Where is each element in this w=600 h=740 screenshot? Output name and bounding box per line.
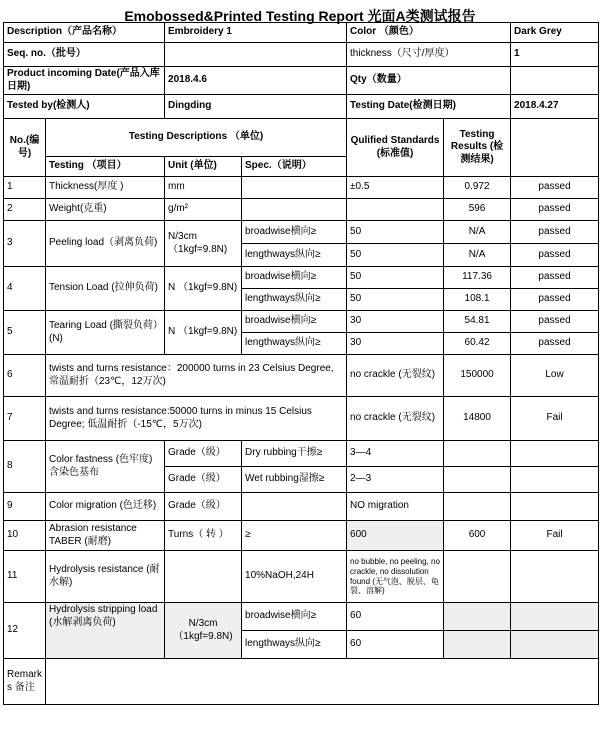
unit-cell: mm bbox=[165, 177, 242, 199]
row-number: 4 bbox=[4, 267, 46, 311]
unit-cell bbox=[165, 551, 242, 603]
row-number: 1 bbox=[4, 177, 46, 199]
test-item: Peeling load（剥离负荷) bbox=[46, 221, 165, 267]
standard-cell: 50 bbox=[347, 221, 444, 244]
result-cell bbox=[444, 493, 511, 521]
result-cell: 0.972 bbox=[444, 177, 511, 199]
test-item: Tension Load (拉伸负荷) bbox=[46, 267, 165, 311]
spec-cell: lengthways纵向≥ bbox=[242, 631, 347, 659]
standard-cell: no crackle (无裂纹) bbox=[347, 355, 444, 397]
spec-cell bbox=[242, 493, 347, 521]
result-cell bbox=[444, 441, 511, 467]
unit-cell: N （1kgf=9.8N) bbox=[165, 311, 242, 355]
seq-value bbox=[165, 43, 347, 67]
result-cell: 14800 bbox=[444, 397, 511, 441]
verdict-cell: Low bbox=[511, 355, 599, 397]
verdict-cell bbox=[511, 493, 599, 521]
table-row bbox=[4, 311, 599, 333]
remarks-label: Remarks 备注 bbox=[4, 659, 46, 705]
test-item: Weight(克重) bbox=[46, 199, 165, 221]
standard-cell: 50 bbox=[347, 289, 444, 311]
remarks-content bbox=[46, 659, 599, 705]
row-number: 6 bbox=[4, 355, 46, 397]
standard-cell: 60 bbox=[347, 603, 444, 631]
row-number: 12 bbox=[4, 603, 46, 659]
spec-cell: Wet rubbing湿擦≥ bbox=[242, 467, 347, 493]
result-cell: N/A bbox=[444, 221, 511, 244]
verdict-cell bbox=[511, 631, 599, 659]
tested-by-value: Dingding bbox=[165, 95, 347, 119]
standard-cell: NO migration bbox=[347, 493, 444, 521]
verdict-cell: Fail bbox=[511, 521, 599, 551]
test-item: twists and turns resistance:50000 turns in minus 15 Celsius Degree; 低温耐折（-15℃，5万次) bbox=[46, 397, 347, 441]
standard-cell: 2—3 bbox=[347, 467, 444, 493]
result-cell bbox=[444, 631, 511, 659]
header-blank bbox=[511, 119, 599, 177]
header-spec: Spec.（说明） bbox=[242, 157, 347, 177]
standard-cell bbox=[347, 199, 444, 221]
spec-cell: broadwise横向≥ bbox=[242, 603, 347, 631]
standard-cell: 30 bbox=[347, 333, 444, 355]
verdict-cell: passed bbox=[511, 177, 599, 199]
result-cell bbox=[444, 467, 511, 493]
report-title: Emobossed&Printed Testing Report 光面A类测试报告 bbox=[124, 8, 476, 24]
standard-cell: 60 bbox=[347, 631, 444, 659]
thickness-value: 1 bbox=[511, 43, 599, 67]
header-testing: Testing （项目） bbox=[46, 157, 165, 177]
unit-cell: N （1kgf=9.8N) bbox=[165, 267, 242, 311]
header-unit: Unit (单位) bbox=[165, 157, 242, 177]
header-testing-results: Testing Results (检测结果) bbox=[444, 119, 511, 177]
spec-cell: lengthways纵向≥ bbox=[242, 333, 347, 355]
test-item: Color migration (色迁移) bbox=[46, 493, 165, 521]
result-cell: 117.36 bbox=[444, 267, 511, 289]
row-number: 3 bbox=[4, 221, 46, 267]
standard-cell: 50 bbox=[347, 244, 444, 267]
table-row bbox=[4, 177, 599, 199]
test-item: Hydrolysis resistance (耐水解) bbox=[46, 551, 165, 603]
spec-cell: broadwise横向≥ bbox=[242, 267, 347, 289]
standard-cell: 30 bbox=[347, 311, 444, 333]
row-number: 10 bbox=[4, 521, 46, 551]
spec-cell: lengthways纵向≥ bbox=[242, 289, 347, 311]
result-cell: 54.81 bbox=[444, 311, 511, 333]
result-cell bbox=[444, 603, 511, 631]
qty-label: Qty（数量） bbox=[347, 67, 511, 95]
description-value: Embroidery 1 bbox=[165, 23, 347, 43]
unit-cell: N/3cm （1kgf=9.8N) bbox=[165, 221, 242, 267]
header-qualified-standards: Qulified Standards (标准值) bbox=[347, 119, 444, 177]
standard-cell: ±0.5 bbox=[347, 177, 444, 199]
verdict-cell: passed bbox=[511, 311, 599, 333]
test-item: Abrasion resistance TABER (耐磨) bbox=[46, 521, 165, 551]
verdict-cell: passed bbox=[511, 289, 599, 311]
spec-cell: broadwise横向≥ bbox=[242, 311, 347, 333]
unit-cell: N/3cm （1kgf=9.8N) bbox=[165, 603, 242, 659]
test-item: Tearing Load (撕裂负荷）(N) bbox=[46, 311, 165, 355]
test-item: twists and turns resistance：200000 turns in 23 Celsius Degree, 常温耐折（23℃，12万次) bbox=[46, 355, 347, 397]
verdict-cell bbox=[511, 467, 599, 493]
result-cell: 150000 bbox=[444, 355, 511, 397]
spec-cell: 10%NaOH,24H bbox=[242, 551, 347, 603]
verdict-cell: passed bbox=[511, 199, 599, 221]
unit-cell: Turns（ 转 ） bbox=[165, 521, 242, 551]
seq-label: Seq. no.（批号） bbox=[4, 43, 165, 67]
table-row bbox=[4, 221, 599, 244]
spec-cell: broadwise横向≥ bbox=[242, 221, 347, 244]
verdict-cell: Fail bbox=[511, 397, 599, 441]
test-item: Hydrolysis stripping load (水解剥离负荷) bbox=[46, 603, 165, 659]
report-table bbox=[3, 22, 599, 705]
tested-by-label: Tested by(检测人) bbox=[4, 95, 165, 119]
spec-cell bbox=[242, 177, 347, 199]
spec-cell: lengthways纵向≥ bbox=[242, 244, 347, 267]
color-label: Color （颜色） bbox=[347, 23, 511, 43]
qty-value bbox=[511, 67, 599, 95]
table-row bbox=[4, 603, 599, 631]
verdict-cell: passed bbox=[511, 333, 599, 355]
remarks-row bbox=[4, 659, 599, 705]
unit-cell: Grade（级） bbox=[165, 493, 242, 521]
table-row bbox=[4, 397, 599, 441]
row-number: 9 bbox=[4, 493, 46, 521]
standard-cell: no bubble, no peeling, no crackle, no dissolution found (无气泡、脱层、龟裂、溶解) bbox=[347, 551, 444, 603]
incoming-value: 2018.4.6 bbox=[165, 67, 347, 95]
standard-cell: no crackle (无裂纹) bbox=[347, 397, 444, 441]
result-cell bbox=[444, 551, 511, 603]
row-number: 5 bbox=[4, 311, 46, 355]
testing-date-value: 2018.4.27 bbox=[511, 95, 599, 119]
description-label: Description（产品名称） bbox=[4, 23, 165, 43]
table-row bbox=[4, 441, 599, 467]
test-item: Color fastness (色牢度) 含染色基布 bbox=[46, 441, 165, 493]
verdict-cell bbox=[511, 551, 599, 603]
verdict-cell bbox=[511, 441, 599, 467]
header-testing-descriptions: Testing Descriptions （单位) bbox=[46, 119, 347, 157]
result-cell: 60.42 bbox=[444, 333, 511, 355]
thickness-label: thickness（尺寸/厚度） bbox=[347, 43, 511, 67]
table-row bbox=[4, 521, 599, 551]
result-cell: 108.1 bbox=[444, 289, 511, 311]
spec-cell: ≥ bbox=[242, 521, 347, 551]
result-cell: 596 bbox=[444, 199, 511, 221]
table-row bbox=[4, 267, 599, 289]
standard-cell: 50 bbox=[347, 267, 444, 289]
row-number: 8 bbox=[4, 441, 46, 493]
table-row bbox=[4, 493, 599, 521]
table-row bbox=[4, 551, 599, 603]
row-number: 11 bbox=[4, 551, 46, 603]
standard-cell: 600 bbox=[347, 521, 444, 551]
incoming-label: Product incoming Date(产品入库日期) bbox=[4, 67, 165, 95]
spec-cell bbox=[242, 199, 347, 221]
verdict-cell: passed bbox=[511, 267, 599, 289]
verdict-cell bbox=[511, 603, 599, 631]
verdict-cell: passed bbox=[511, 221, 599, 244]
table-row bbox=[4, 355, 599, 397]
row-number: 7 bbox=[4, 397, 46, 441]
test-item: Thickness(厚度 ) bbox=[46, 177, 165, 199]
unit-cell: Grade（级） bbox=[165, 467, 242, 493]
result-cell: 600 bbox=[444, 521, 511, 551]
verdict-cell: passed bbox=[511, 244, 599, 267]
result-cell: N/A bbox=[444, 244, 511, 267]
unit-cell: g/m² bbox=[165, 199, 242, 221]
color-value: Dark Grey bbox=[511, 23, 599, 43]
table-row bbox=[4, 199, 599, 221]
header-no: No.(编号) bbox=[4, 119, 46, 177]
unit-cell: Grade（级） bbox=[165, 441, 242, 467]
testing-date-label: Testing Date(检测日期) bbox=[347, 95, 511, 119]
row-number: 2 bbox=[4, 199, 46, 221]
spec-cell: Dry rubbing干擦≥ bbox=[242, 441, 347, 467]
standard-cell: 3—4 bbox=[347, 441, 444, 467]
